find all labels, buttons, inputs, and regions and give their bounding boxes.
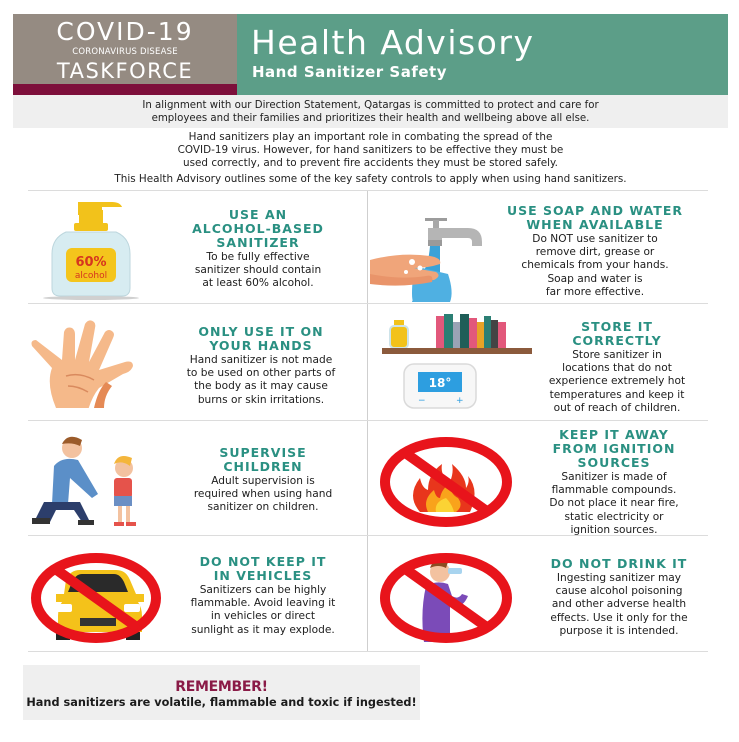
tip-title: USE SOAP AND WATER WHEN AVAILABLE (506, 203, 683, 232)
taskforce-line3: TASKFORCE (56, 59, 194, 83)
grid-divider (28, 651, 708, 652)
no-drinking-icon (376, 546, 516, 646)
svg-text:60%: 60% (75, 255, 107, 270)
tip-body: To be fully effective sanitizer should contain at least 60% alcohol. (194, 251, 322, 290)
intro-paragraph (13, 131, 728, 170)
adult-child-icon (32, 430, 157, 530)
tip-supervise-children (168, 446, 358, 515)
tip-title: DO NOT DRINK IT (550, 556, 688, 571)
tip-only-hands (161, 325, 361, 407)
direction-statement (13, 95, 728, 128)
page-subtitle: Hand Sanitizer Safety (252, 63, 447, 81)
advisory-banner (237, 14, 728, 95)
remember-body: Hand sanitizers are volatile, flammable and toxic if ingested! (26, 696, 417, 709)
svg-text:18°: 18° (428, 376, 452, 390)
tip-soap-and-water (490, 204, 700, 299)
taskforce-line2: CORONAVIRUS DISEASE (72, 47, 178, 57)
paragraph-line: used correctly, and to prevent fire accidents they must be stored safely. (183, 157, 558, 169)
svg-text:alcohol: alcohol (74, 271, 108, 281)
tip-ignition-sources (520, 428, 708, 537)
tip-body: Ingesting sanitizer may cause alcohol poisoning and other adverse health effects. Use it only for the purpose it is intended. (550, 572, 688, 637)
open-hand-icon (28, 316, 158, 408)
grid-divider (28, 420, 708, 421)
outline-text: This Health Advisory outlines some of the key safety controls to apply when using hand sanitizers. (114, 173, 627, 185)
svg-text:−: − (418, 396, 426, 406)
svg-text:+: + (456, 396, 464, 406)
taskforce-line1: COVID-19 (56, 17, 194, 46)
taskforce-badge (13, 14, 237, 95)
no-fire-icon (376, 430, 516, 530)
tip-title: ONLY USE IT ON YOUR HANDS (198, 324, 324, 353)
tip-body: Hand sanitizer is not made to be used on other parts of the body as it may cause burns or skin irritations. (186, 354, 336, 406)
maroon-accent-bar (13, 84, 237, 95)
statement-line: employees and their families and prioritizes their health and wellbeing above all else. (151, 113, 590, 124)
tips-grid (28, 190, 708, 652)
faucet-handwash-icon (370, 216, 495, 302)
tip-store-correctly (526, 320, 708, 415)
grid-divider (28, 303, 708, 304)
tip-no-vehicles (163, 555, 363, 637)
paragraph-line: COVID-19 virus. However, for hand sanitizers to be effective they must be (177, 144, 564, 156)
page-title: Health Advisory (251, 23, 535, 62)
remember-box (23, 665, 420, 720)
sanitizer-bottle-icon (36, 196, 146, 300)
tip-title: KEEP IT AWAY FROM IGNITION SOURCES (552, 427, 676, 470)
tip-title: DO NOT KEEP IT IN VEHICLES (199, 554, 327, 583)
no-car-icon (28, 546, 163, 644)
remember-title: REMEMBER! (175, 679, 268, 695)
tip-title: STORE IT CORRECTLY (572, 319, 662, 348)
shelf-thermostat-icon (374, 312, 534, 420)
tip-alcohol-based (158, 208, 358, 291)
tip-title: USE AN ALCOHOL-BASED SANITIZER (192, 207, 324, 250)
grid-divider (367, 190, 368, 652)
statement-line: In alignment with our Direction Statement, Qatargas is committed to protect and care for (142, 100, 599, 111)
tip-body: Sanitizers can be highly flammable. Avoid leaving it in vehicles or direct sunlight as it may explode. (190, 584, 336, 636)
grid-divider (28, 190, 708, 191)
tip-body: Store sanitizer in locations that do not experience extremely hot temperatures and keep it out of reach of children. (548, 349, 686, 414)
tip-body: Do NOT use sanitizer to remove dirt, grease or chemicals from your hands. Soap and water is far more effective. (521, 233, 669, 298)
tip-do-not-drink (530, 557, 708, 638)
tip-body: Sanitizer is made of flammable compounds. Do not place it near fire, static electricity or ignition sources. (549, 471, 679, 536)
header (13, 14, 728, 95)
paragraph-line: Hand sanitizers play an important role in combating the spread of the (188, 131, 553, 143)
tip-body: Adult supervision is required when using hand sanitizer on children. (193, 475, 333, 514)
tip-title: SUPERVISE CHILDREN (219, 445, 307, 474)
